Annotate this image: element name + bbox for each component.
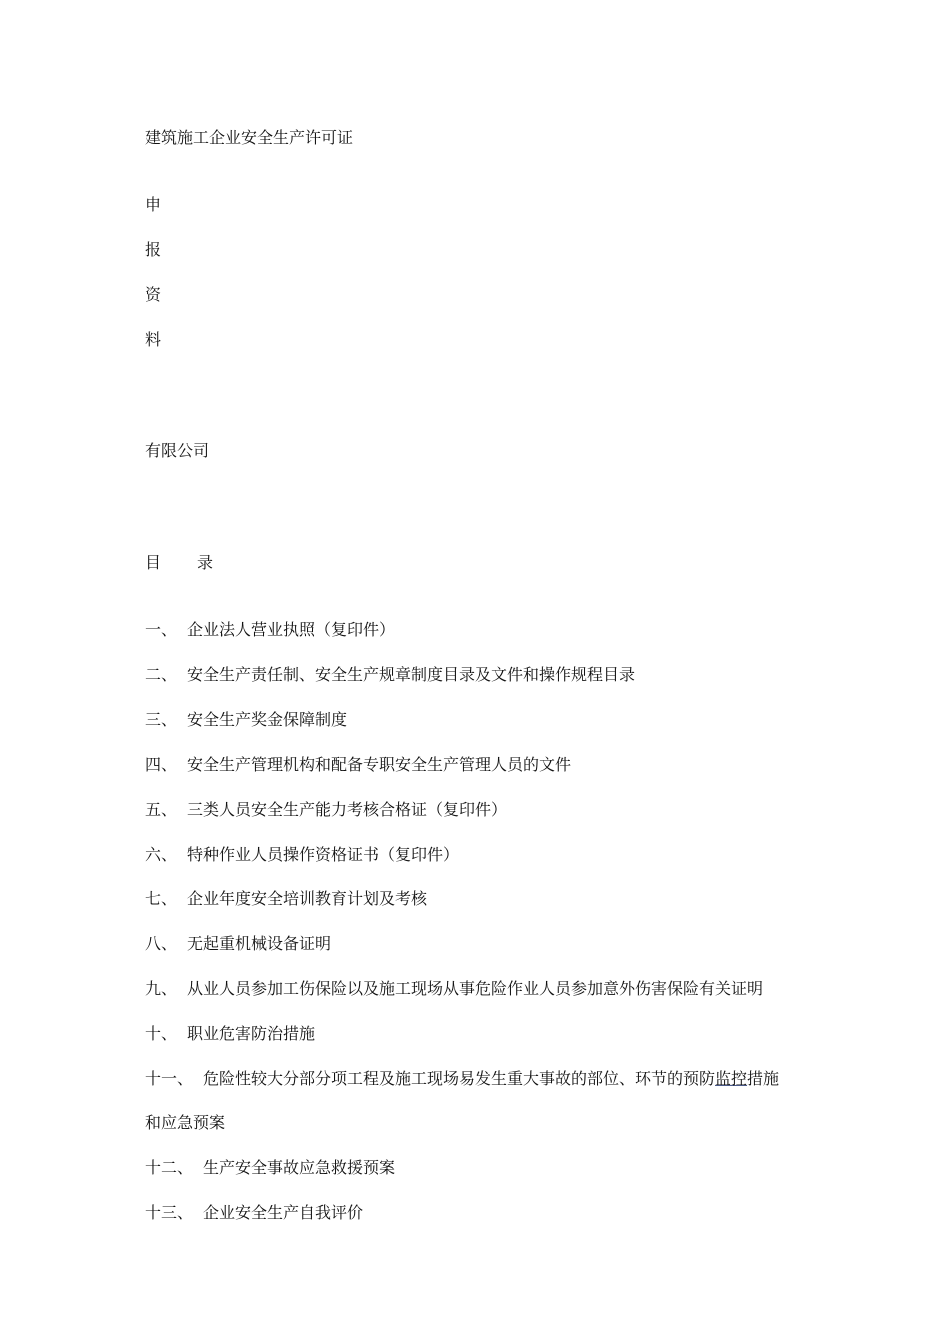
toc-item: [145, 800, 507, 820]
toc-item-number: 十一、: [145, 1069, 194, 1088]
toc-item: [145, 620, 395, 640]
vertical-char: 料: [145, 330, 162, 349]
toc-item-number: 二、: [145, 665, 178, 684]
toc-item-text: 职业危害防治措施: [187, 1024, 316, 1043]
toc-item-number: 九、: [145, 979, 178, 998]
toc-heading-left: 目: [145, 553, 162, 572]
company-name: 有限公司: [145, 441, 210, 460]
vertical-char: 报: [145, 240, 162, 259]
toc-item-text: 安全生产责任制、安全生产规章制度目录及文件和操作规程目录: [187, 665, 636, 684]
cover-title: 建筑施工企业安全生产许可证: [145, 128, 354, 147]
toc-item: [145, 755, 571, 775]
toc-item-number: 十、: [145, 1024, 178, 1043]
toc-item: [145, 889, 427, 909]
toc-item-number: 十三、: [145, 1203, 194, 1222]
toc-item-number: 八、: [145, 934, 178, 953]
toc-item-text: 企业年度安全培训教育计划及考核: [187, 889, 428, 908]
toc-item: [145, 665, 635, 685]
toc-item-number: 五、: [145, 800, 178, 819]
toc-item-number: 三、: [145, 710, 178, 729]
toc-item-number: 十二、: [145, 1158, 194, 1177]
toc-item-text-tail: 措施: [747, 1069, 780, 1088]
toc-item-text: 从业人员参加工伤保险以及施工现场从事危险作业人员参加意外伤害保险有关证明: [187, 979, 764, 998]
toc-heading-right: 录: [197, 553, 214, 572]
toc-item: [145, 934, 331, 954]
toc-item: [145, 1069, 779, 1089]
toc-item: [145, 979, 763, 999]
toc-item: [145, 1203, 363, 1223]
toc-item-number: 一、: [145, 620, 178, 639]
toc-item-number: 六、: [145, 845, 178, 864]
toc-heading: [145, 553, 213, 573]
toc-item-text: 安全生产管理机构和配备专职安全生产管理人员的文件: [187, 755, 572, 774]
toc-item: [145, 845, 459, 865]
toc-item-text: 生产安全事故应急救援预案: [203, 1158, 396, 1177]
toc-item-number: 七、: [145, 889, 178, 908]
toc-item-text: 危险性较大分部分项工程及施工现场易发生重大事故的部位、环节的预防: [203, 1069, 716, 1088]
toc-item: [145, 1158, 395, 1178]
toc-item-text: 三类人员安全生产能力考核合格证（复印件）: [187, 800, 508, 819]
toc-item: [145, 1024, 315, 1044]
toc-item-text: 特种作业人员操作资格证书（复印件）: [187, 845, 460, 864]
toc-item-link[interactable]: 监控: [715, 1069, 748, 1088]
toc-item-text: 企业法人营业执照（复印件）: [187, 620, 396, 639]
toc-item-text: 安全生产奖金保障制度: [187, 710, 348, 729]
vertical-char: 申: [145, 195, 162, 214]
vertical-char: 资: [145, 285, 162, 304]
toc-item-number: 四、: [145, 755, 178, 774]
toc-item-text: 企业安全生产自我评价: [203, 1203, 364, 1222]
toc-item: [145, 710, 347, 730]
toc-item-continuation: 和应急预案: [145, 1113, 226, 1132]
toc-item-text: 无起重机械设备证明: [187, 934, 332, 953]
